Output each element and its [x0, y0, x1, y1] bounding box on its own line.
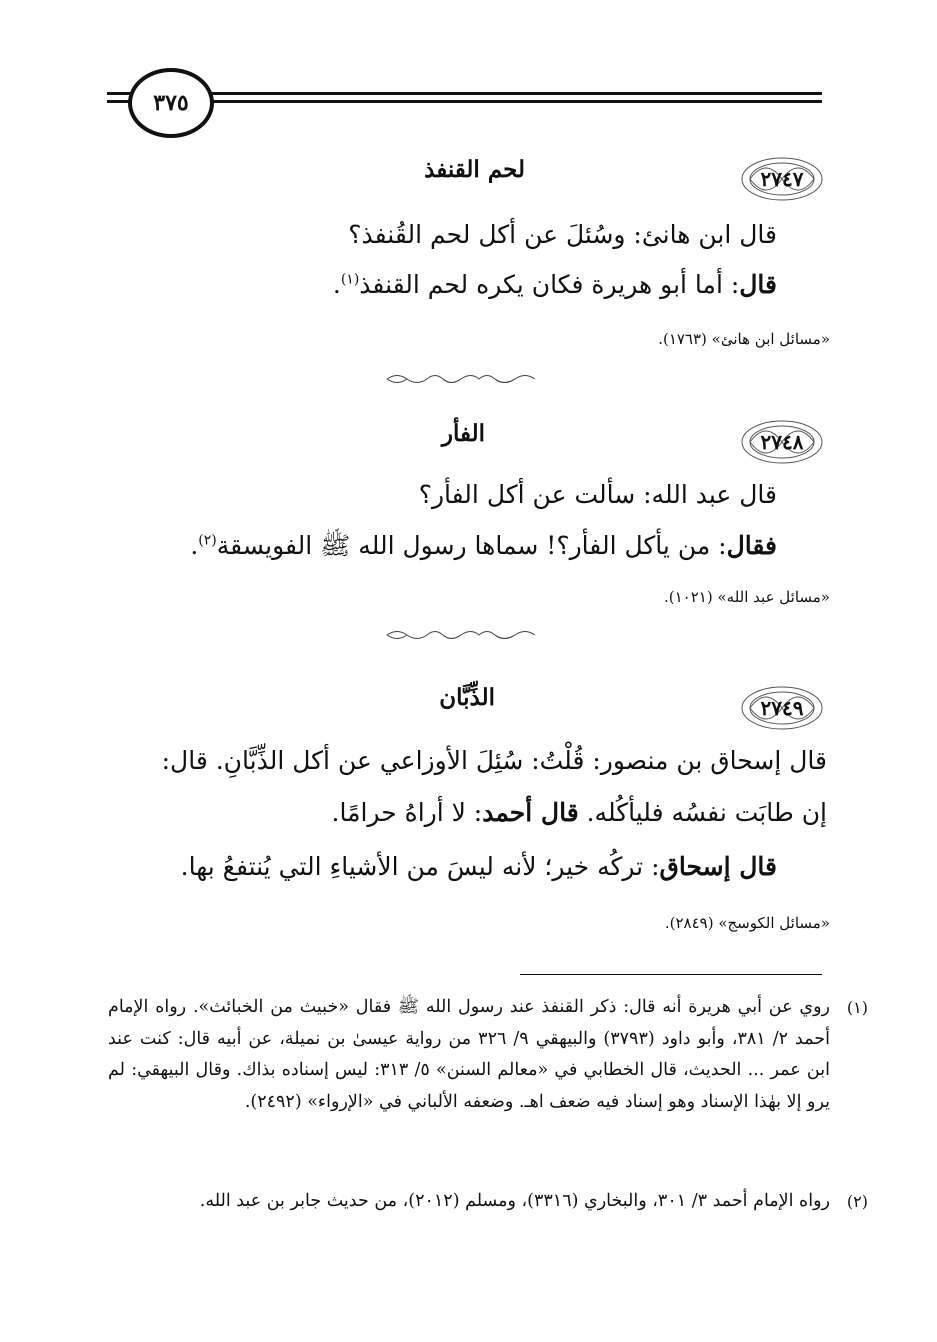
entry-number-medallion — [740, 418, 824, 466]
entry-text-line — [333, 270, 777, 299]
entry-text-line — [181, 852, 777, 881]
footnote-marker[interactable]: (١) — [340, 271, 360, 288]
entry-title: الذِّبَّان — [439, 684, 495, 711]
text-run: . — [332, 270, 341, 299]
footnote-text: روي عن أبي هريرة أنه قال: ذكر القنفذ عند رسول الله ﷺ فقال «خبيث من الخبائث». رواه الإمام أحمد ٢/ ٣٨١، وأبو داود (٣٧٩٣) والبيهقي ٩/ ٣٢٦ من رواية عيسىٰ بن نميلة، عن أبيه قال: كنت عند ابن عمر ... الحديث، قال الخطابي في «معالم السنن» ٥/ ٣١٣: ليس إسناده بذاك. وقال البيهقي: لم يرو إلا بهٰذا الإسناد وهو إسناد فيه ضعف اهـ. وضعفه الألباني في «الإرواء» (٢٤٩٢). — [108, 997, 830, 1112]
entry-number-medallion — [740, 155, 824, 203]
text-run: : تركُه خير؛ لأنه ليسَ من الأشياءِ التي يُنتفعُ بها. — [180, 852, 660, 881]
footnote-number: (٢) — [846, 1192, 868, 1211]
entry-number: ٢٧٤٩ — [760, 696, 804, 720]
footnote-rule — [520, 974, 822, 975]
text-run: . — [190, 531, 199, 560]
entry-text-line — [419, 480, 777, 509]
entry-source: «مسائل ابن هانئ» (١٧٦٣). — [658, 330, 830, 348]
separator-ornament-icon — [383, 372, 539, 386]
speaker-label: قال إسحاق — [659, 852, 777, 881]
page-number: ٣٧٥ — [153, 90, 189, 116]
footnote — [108, 1186, 868, 1218]
footnote-text: رواه الإمام أحمد ٣/ ٣٠١، والبخاري (٣٣١٦)، ومسلم (٢٠١٢)، من حديث جابر بن عبد الله. — [199, 1191, 830, 1211]
entry-text-line — [162, 746, 827, 775]
header-rule-right-2 — [200, 100, 822, 103]
text-run: قال إسحاق بن منصور: قُلْتُ: سُئِلَ الأوزاعي عن أكل الذِّبَّانِ. قال: — [161, 746, 827, 775]
header-rule-right — [200, 92, 822, 95]
speaker-label: قال أحمد — [482, 798, 579, 827]
footnote-number: (١) — [846, 998, 868, 1017]
entry-number: ٢٧٤٨ — [760, 430, 804, 454]
text-run: إن طابَت نفسُه فليأكُله. — [578, 798, 827, 827]
entry-text-line — [348, 220, 777, 249]
text-run: : من يأكل الفأر؟! سماها رسول الله ﷺ الفويسقة — [216, 531, 727, 560]
speaker-label: فقال — [726, 531, 777, 560]
entry-source: «مسائل عبد الله» (١٠٢١). — [664, 588, 830, 606]
text-run: : لا أراهُ حرامًا. — [331, 798, 483, 827]
page-number-badge — [128, 68, 214, 138]
speaker-label: قال — [739, 270, 777, 299]
entry-title: الفأر — [441, 420, 485, 447]
entry-text-line — [190, 530, 777, 567]
entry-text-line — [332, 798, 828, 827]
entry-number: ٢٧٤٧ — [760, 167, 804, 191]
entry-number-medallion — [740, 684, 824, 732]
text-run: قال عبد الله: سألت عن أكل الفأر؟ — [418, 480, 777, 509]
entry-title: لحم القنفذ — [424, 156, 525, 183]
text-run: قال ابن هانئ: وسُئلَ عن أكل لحم القُنفذ؟ — [348, 220, 777, 249]
entry-source: «مسائل الكوسج» (٢٨٤٩). — [664, 914, 830, 932]
text-run: : أما أبو هريرة فكان يكره لحم القنفذ — [359, 270, 740, 299]
separator-ornament-icon — [383, 628, 539, 642]
footnote-marker[interactable]: (٢) — [198, 532, 217, 549]
footnote — [108, 992, 868, 1118]
